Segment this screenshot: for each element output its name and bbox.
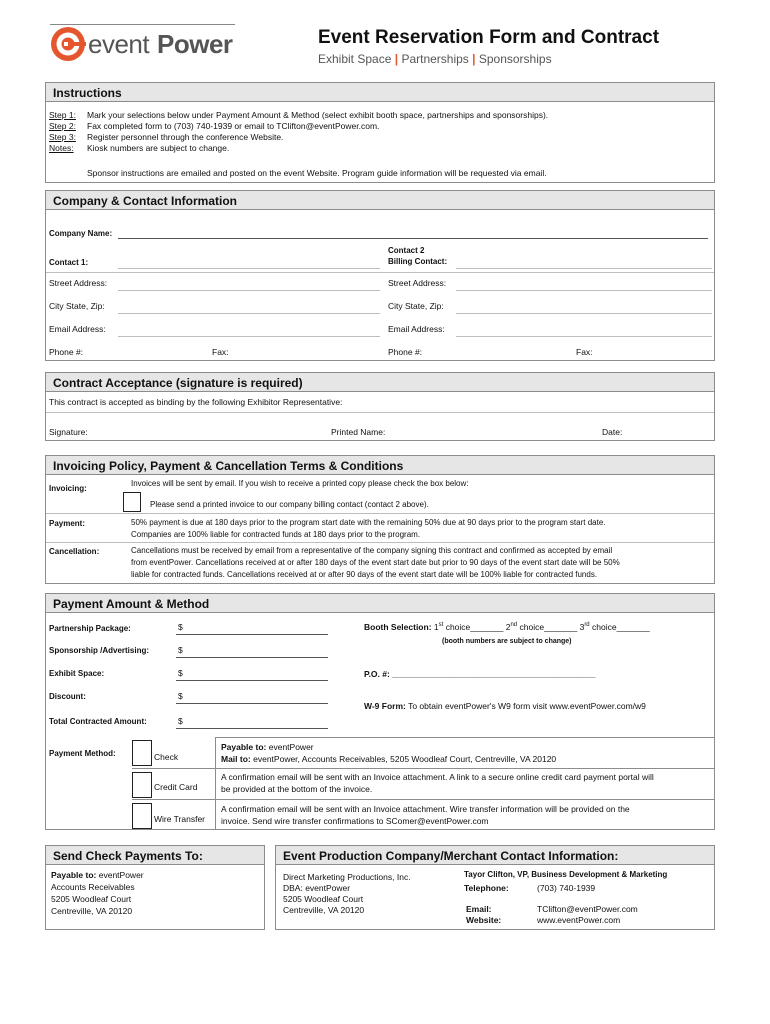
wire-transfer-line1: A confirmation email will be sent with an Invoice attachment. Wire transfer information will be provided on the xyxy=(221,804,630,814)
printed-invoice-checkbox[interactable] xyxy=(123,492,141,512)
company-name-field[interactable] xyxy=(118,238,708,239)
step-label: Step 3: xyxy=(49,132,76,142)
email-right-label: Email Address: xyxy=(388,324,445,334)
subtitle-exhibit: Exhibit Space xyxy=(318,52,392,66)
method-top-divider xyxy=(215,737,714,738)
total-dollar: $ xyxy=(178,716,183,726)
step-label: Step 1: xyxy=(49,110,76,120)
w9-label: W-9 Form: xyxy=(364,701,406,711)
partnership-dollar: $ xyxy=(178,622,183,632)
production-email-label: Email: xyxy=(466,904,492,914)
booth-note: (booth numbers are subject to change) xyxy=(442,638,572,645)
row-divider xyxy=(46,542,714,543)
cancellation-label: Cancellation: xyxy=(49,547,100,556)
payment-terms-label: Payment: xyxy=(49,519,86,528)
contact1-field[interactable] xyxy=(118,268,380,269)
fax-right-label: Fax: xyxy=(576,347,593,357)
production-line1: Direct Marketing Productions, Inc. xyxy=(283,872,411,882)
sponsorship-field[interactable] xyxy=(176,657,328,658)
phone-right-label: Phone #: xyxy=(388,347,423,357)
logo-text-event: event xyxy=(88,29,150,59)
sponsorship-dollar: $ xyxy=(178,645,183,655)
partnership-label: Partnership Package: xyxy=(49,624,131,633)
step-text: Register personnel through the conference Website. xyxy=(87,132,284,142)
signature-label: Signature: xyxy=(49,427,88,437)
w9-text[interactable]: To obtain eventPower's W9 form visit www.eventPower.com/w9 xyxy=(408,701,646,711)
street-right-field[interactable] xyxy=(456,290,712,291)
booth-selection xyxy=(364,622,650,632)
booth-first[interactable]: 1st choice_______ xyxy=(433,622,504,632)
city-right-field[interactable] xyxy=(456,313,712,314)
step-text: Mark your selections below under Payment Amount & Method (select exhibit booth space, partnerships and sponsorships). xyxy=(87,110,549,120)
production-tel: (703) 740-1939 xyxy=(537,883,596,893)
exhibit-space-label: Exhibit Space: xyxy=(49,669,105,678)
logo-mark-icon xyxy=(50,26,86,62)
header-rule xyxy=(50,24,235,25)
subtitle-sep: | xyxy=(472,52,476,66)
subtitle-sep: | xyxy=(394,52,399,66)
method-row-divider xyxy=(132,768,714,769)
method-divider xyxy=(215,737,216,830)
phone-left-label: Phone #: xyxy=(49,347,84,357)
date-label: Date: xyxy=(602,427,623,437)
contract-binding-text: This contract is accepted as binding by the following Exhibitor Representative: xyxy=(49,397,343,407)
exhibit-space-dollar: $ xyxy=(178,668,183,678)
check-checkbox[interactable] xyxy=(132,740,152,766)
cancellation-line3: liable for contracted funds. Cancellations received at or after 90 days of the event start date will be 100% liable for contracted funds. xyxy=(131,570,598,579)
wire-transfer-line2: invoice. Send wire transfer confirmations to SComer@eventPower.com xyxy=(221,816,489,826)
discount-field[interactable] xyxy=(176,703,328,704)
send-check-line4: Centreville, VA 20120 xyxy=(51,906,133,916)
street-right-label: Street Address: xyxy=(388,278,447,288)
cancellation-line2: from eventPower. Cancellations received at or after 180 days of the event start date but prior to 90 days of the event start date will be 50% xyxy=(131,558,620,567)
credit-card-line1: A confirmation email will be sent with an Invoice attachment. A link to a secure online credit card payment portal will xyxy=(221,772,654,782)
send-check-heading: Send Check Payments To: xyxy=(45,845,265,865)
check-mail-value: eventPower, Accounts Receivables, 5205 Woodleaf Court, Centreville, VA 20120 xyxy=(253,754,557,764)
invoicing-text: Invoices will be sent by email. If you wish to receive a printed copy please check the box below: xyxy=(131,479,469,488)
cancellation-line1: Cancellations must be received by email from a representative of the company signing this contract and confirmed as accepted by email xyxy=(131,546,613,555)
step-label: Notes: xyxy=(49,143,74,153)
payment-method-label: Payment Method: xyxy=(49,749,116,758)
check-mail-label: Mail to: xyxy=(221,754,251,764)
payment-terms-line1: 50% payment is due at 180 days prior to the program start date with the remaining 50% due at 90 days prior to the program start date. xyxy=(131,518,606,527)
row-divider xyxy=(46,513,714,514)
step-label: Step 2: xyxy=(49,121,76,131)
production-line2: DBA: eventPower xyxy=(283,883,351,893)
invoicing-label: Invoicing: xyxy=(49,484,87,493)
city-right-label: City State, Zip: xyxy=(388,301,444,311)
total-field[interactable] xyxy=(176,728,328,729)
subtitle-sponsorships: Sponsorships xyxy=(478,52,552,66)
email-left-field[interactable] xyxy=(118,336,380,337)
production-tel-label: Telephone: xyxy=(464,883,509,893)
page-subtitle xyxy=(318,52,552,66)
step-text: Fax completed form to (703) 740-1939 or email to TClifton@eventPower.com. xyxy=(87,121,380,131)
po-field[interactable]: P.O. #: ___________________________________________ xyxy=(364,669,596,679)
credit-card-checkbox[interactable] xyxy=(132,772,152,798)
contract-heading: Contract Acceptance (signature is required) xyxy=(45,372,715,392)
company-name-label: Company Name: xyxy=(49,229,113,238)
contact2-label xyxy=(388,245,447,267)
printed-invoice-text: Please send a printed invoice to our company billing contact (contact 2 above). xyxy=(150,500,429,509)
step-text: Kiosk numbers are subject to change. xyxy=(87,143,230,153)
logo-text-power: Power xyxy=(157,29,233,59)
production-web-label: Website: xyxy=(466,915,502,925)
street-left-label: Street Address: xyxy=(49,278,108,288)
check-payable-label: Payable to: xyxy=(221,742,267,752)
payment-heading: Payment Amount & Method xyxy=(45,593,715,613)
subtitle-partnerships: Partnerships xyxy=(401,52,469,66)
sponsorship-label: Sponsorship /Advertising: xyxy=(49,646,150,655)
fax-left-label: Fax: xyxy=(212,347,229,357)
row-divider xyxy=(46,412,714,413)
send-check-line3: 5205 Woodleaf Court xyxy=(51,894,132,904)
email-left-label: Email Address: xyxy=(49,324,106,334)
payment-terms-line2: Companies are 100% liable for contracted funds at 180 days prior to the program. xyxy=(131,530,421,539)
booth-second[interactable]: 2nd choice_______ xyxy=(505,622,578,632)
production-heading: Event Production Company/Merchant Contact Information: xyxy=(275,845,715,865)
credit-card-label: Credit Card xyxy=(154,782,198,792)
credit-card-line2: be provided at the bottom of the invoice. xyxy=(221,784,373,794)
check-label: Check xyxy=(154,752,179,762)
instructions-heading: Instructions xyxy=(45,82,715,102)
company-heading: Company & Contact Information xyxy=(45,190,715,210)
invoicing-heading: Invoicing Policy, Payment & Cancellation Terms & Conditions xyxy=(45,455,715,475)
contact2-label-line2: Billing Contact: xyxy=(388,257,448,266)
booth-selection-label: Booth Selection: xyxy=(364,622,432,632)
email-right-field[interactable] xyxy=(456,336,712,337)
instructions-note: Sponsor instructions are emailed and posted on the event Website. Program guide information will be requested via email. xyxy=(87,168,547,178)
company-box xyxy=(45,209,715,361)
logo xyxy=(50,26,240,62)
wire-transfer-label: Wire Transfer xyxy=(154,814,206,824)
production-web[interactable]: www.eventPower.com xyxy=(537,915,621,925)
street-left-field[interactable] xyxy=(118,290,380,291)
wire-transfer-checkbox[interactable] xyxy=(132,803,152,829)
discount-dollar: $ xyxy=(178,691,183,701)
partnership-field[interactable] xyxy=(176,634,328,635)
invoicing-box xyxy=(45,474,715,584)
production-email[interactable]: TClifton@eventPower.com xyxy=(537,904,638,914)
total-label: Total Contracted Amount: xyxy=(49,717,147,726)
booth-third[interactable]: 3rd choice_______ xyxy=(579,622,650,632)
production-contact: Tayor Clifton, VP, Business Development & Marketing xyxy=(464,870,668,879)
send-check-line2: Accounts Receivables xyxy=(51,882,135,892)
city-left-field[interactable] xyxy=(118,313,380,314)
contact2-label-line1: Contact 2 xyxy=(388,246,425,255)
contact2-field[interactable] xyxy=(456,268,712,269)
send-check-payable-label: Payable to: xyxy=(51,870,97,880)
check-payable-value: eventPower xyxy=(268,742,314,752)
exhibit-space-field[interactable] xyxy=(176,680,328,681)
discount-label: Discount: xyxy=(49,692,86,701)
city-left-label: City State, Zip: xyxy=(49,301,105,311)
w9-row xyxy=(364,701,646,711)
send-check-payable xyxy=(51,870,144,880)
printed-name-label: Printed Name: xyxy=(331,427,386,437)
method-row-divider xyxy=(132,799,714,800)
check-payable xyxy=(221,742,314,752)
send-check-payable-value: eventPower xyxy=(98,870,144,880)
production-line3: 5205 Woodleaf Court xyxy=(283,894,364,904)
contact1-label: Contact 1: xyxy=(49,258,89,267)
check-mail xyxy=(221,754,556,764)
production-line4: Centreville, VA 20120 xyxy=(283,905,365,915)
page-title: Event Reservation Form and Contract xyxy=(318,27,660,48)
row-divider xyxy=(46,272,714,273)
header xyxy=(0,0,770,80)
